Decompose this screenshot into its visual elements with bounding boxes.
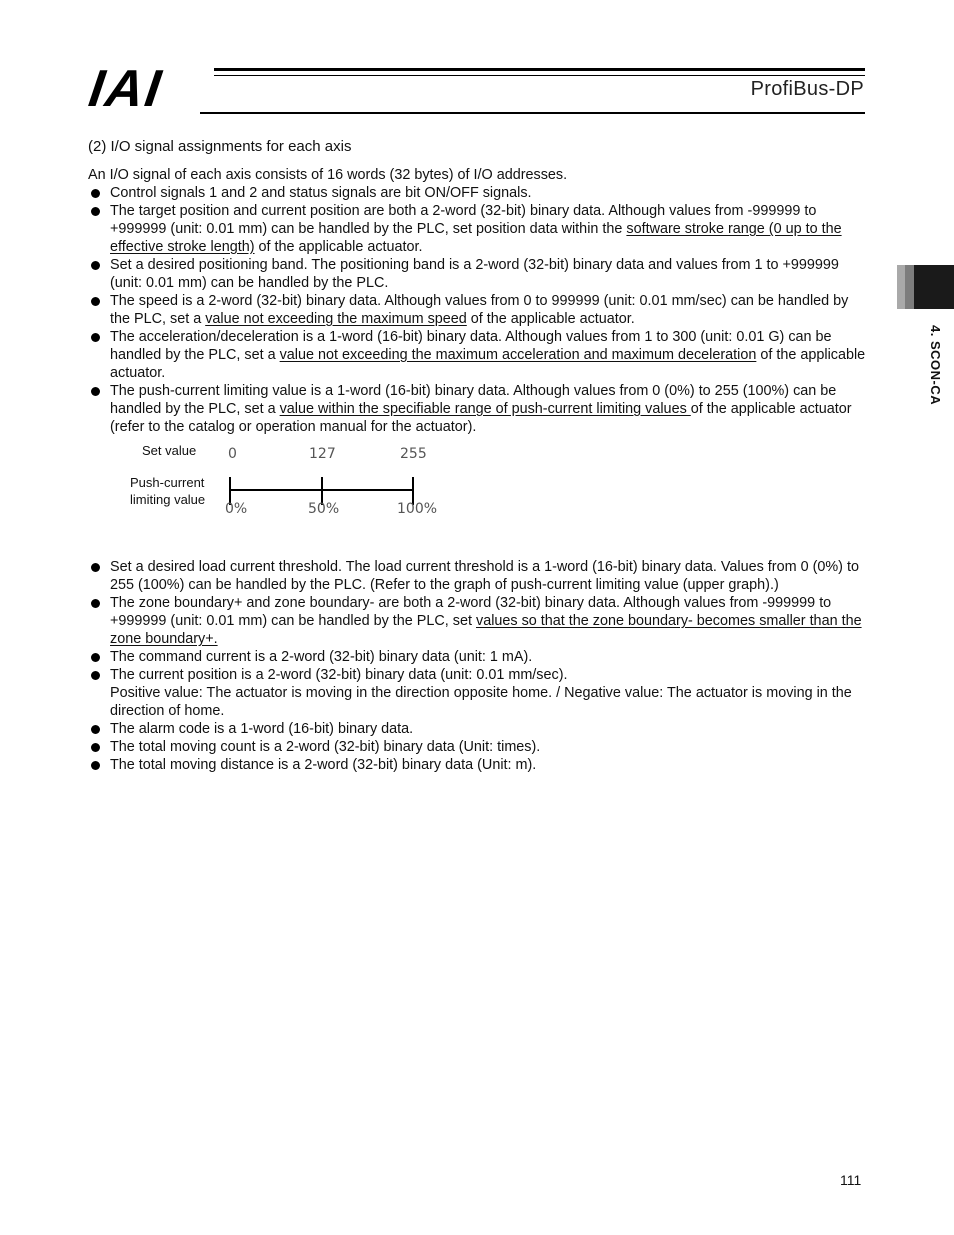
bullet-item: The total moving distance is a 2-word (32-bit) binary data (Unit: m).	[88, 756, 870, 774]
bullet-item: The acceleration/deceleration is a 1-word (16-bit) binary data. Although values from 1 to 300 (unit: 0.01 G) can be handled by the PLC, set a value not exceeding the maximum acceleration and maximum deceleration of the applicable actuator.	[88, 328, 870, 382]
header-rule-bottom	[200, 112, 865, 114]
push-current-diagram	[128, 443, 448, 542]
set-value-label: Set value	[142, 443, 197, 458]
bullet-item: Set a desired positioning band. The positioning band is a 2-word (32-bit) binary data and values from 1 to +999999 (unit: 0.01 mm) can be handled by the PLC.	[88, 256, 870, 292]
page-content	[88, 166, 870, 774]
push-current-label-line1: Push-current	[130, 475, 205, 490]
header-rule-thick	[214, 68, 865, 71]
page-number: 111	[840, 1172, 862, 1188]
push-current-label-line2: limiting value	[130, 492, 206, 507]
push-current-diagram-area	[88, 436, 870, 558]
bullet-item: The zone boundary+ and zone boundary- are both a 2-word (32-bit) binary data. Although values from -999999 to +999999 (unit: 0.01 mm) can be handled by the PLC, set values so that the zone boundary- becomes smaller than the zone boundary+.	[88, 594, 870, 648]
bullet-list-bottom	[88, 558, 870, 774]
header-rule-thin	[214, 75, 865, 76]
header-title: ProfiBus-DP	[750, 78, 864, 100]
bullet-list-top	[88, 184, 870, 436]
bullet-item: The current position is a 2-word (32-bit) binary data (unit: 0.01 mm/sec). Positive value: The actuator is moving in the direction opposite home. / Negative value: The actuator is moving in the direction of home.	[88, 666, 870, 720]
bullet-item: The target position and current position are both a 2-word (32-bit) binary data. Although values from -999999 to +999999 (unit: 0.01 mm) can be handled by the PLC, set position data within the software stroke range (0 up to the effective stroke length) of the applicable actuator.	[88, 202, 870, 256]
bullet-item: Control signals 1 and 2 and status signals are bit ON/OFF signals.	[88, 184, 870, 202]
tick-top-0: 0	[228, 446, 237, 462]
section-heading: (2) I/O signal assignments for each axis	[88, 138, 352, 155]
chapter-tab-label: 4. SCON-CA	[928, 325, 943, 406]
tick-top-255: 255	[400, 446, 427, 462]
bullet-item: Set a desired load current threshold. The load current threshold is a 1-word (16-bit) binary data. Values from 0 (0%) to 255 (100%) can be handled by the PLC. (Refer to the graph of push-current limiting value (upper graph).)	[88, 558, 870, 594]
tick-top-127: 127	[309, 446, 336, 462]
bullet-extra-line: Positive value: The actuator is moving in the direction opposite home. / Negative value: The actuator is moving in the direction of home.	[110, 685, 852, 719]
intro-paragraph: An I/O signal of each axis consists of 16 words (32 bytes) of I/O addresses.	[88, 167, 568, 183]
tick-bottom-0pct: 0%	[225, 501, 248, 517]
bullet-item: The alarm code is a 1-word (16-bit) binary data.	[88, 720, 870, 738]
bullet-item: The push-current limiting value is a 1-word (16-bit) binary data. Although values from 0 (0%) to 255 (100%) can be handled by the PLC, set a value within the specifiable range of push-current limiting values of the applicable actuator (refer to the catalog or operation manual for the actuator).	[88, 382, 870, 436]
bullet-item: The total moving count is a 2-word (32-bit) binary data (Unit: times).	[88, 738, 870, 756]
iai-logo: IAI	[85, 60, 167, 118]
tick-bottom-50pct: 50%	[308, 501, 340, 517]
bullet-item: The speed is a 2-word (32-bit) binary data. Although values from 0 to 999999 (unit: 0.01 mm/sec) can be handled by the PLC, set a value not exceeding the maximum speed of the applicable actuator.	[88, 292, 870, 328]
bullet-item: The command current is a 2-word (32-bit) binary data (unit: 1 mA).	[88, 648, 870, 666]
tick-bottom-100pct: 100%	[397, 501, 438, 517]
chapter-tab-marker	[897, 265, 954, 309]
